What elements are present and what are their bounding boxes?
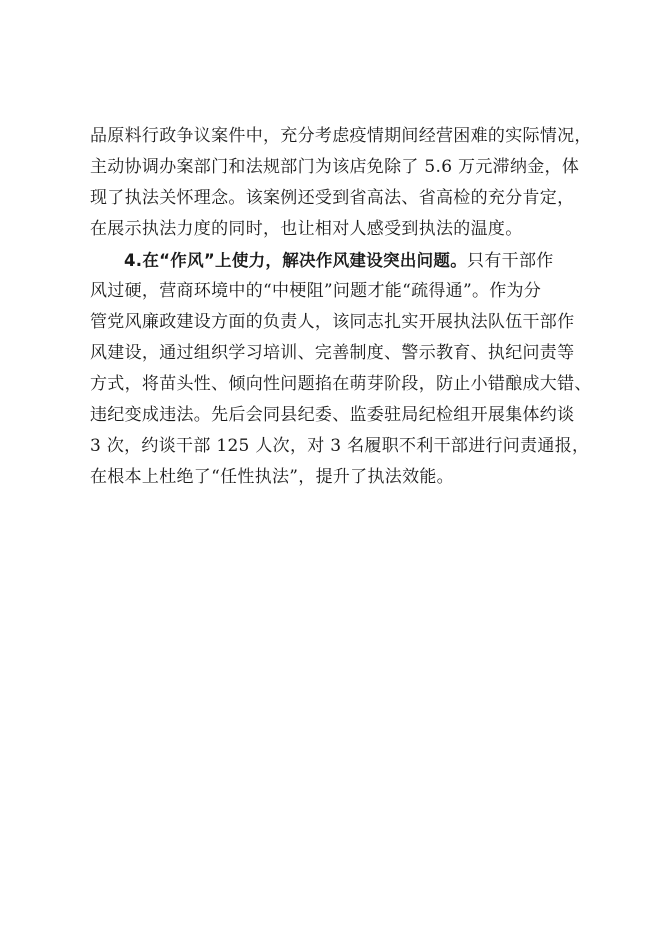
paragraph-2-line: 违纪变成违法。先后会同县纪委、监委驻局纪检组开展集体约谈 [90,405,575,425]
paragraph-2-line: 管党风廉政建设方面的负责人，该同志扎实开展执法队伍干部作 [90,312,575,332]
paragraph-1-line: 品原料行政争议案件中，充分考虑疫情期间经营困难的实际情况， [90,126,592,146]
paragraph-1-line: 现了执法关怀理念。该案例还受到省高法、省高检的充分肯定， [90,188,575,208]
paragraph-1-line: 在展示执法力度的同时，也让相对人感受到执法的温度。 [90,219,523,239]
paragraph-2-line: 在根本上杜绝了“任性执法”，提升了执法效能。 [90,467,454,487]
paragraph-1-line: 主动协调办案部门和法规部门为该店免除了 5.6 万元滞纳金，体 [90,157,580,177]
paragraph-2-first-line [90,245,580,276]
section-heading: 4.在“作风”上使力，解决作风建设突出问题。 [124,251,468,270]
paragraph-2-line: 3 次，约谈干部 125 人次，对 3 名履职不利干部进行问责通报， [90,436,590,456]
paragraph-2-line: 方式，将苗头性、倾向性问题掐在萌芽阶段，防止小错酿成大错、 [90,374,592,394]
paragraph-2-line: 风过硬，营商环境中的“中梗阻”问题才能“疏得通”。作为分 [90,281,542,301]
paragraph-2-line: 风建设，通过组织学习培训、完善制度、警示教育、执纪问责等 [90,343,575,363]
paragraph-2-line-rest: 只有干部作 [467,251,554,271]
document-body [90,121,592,493]
